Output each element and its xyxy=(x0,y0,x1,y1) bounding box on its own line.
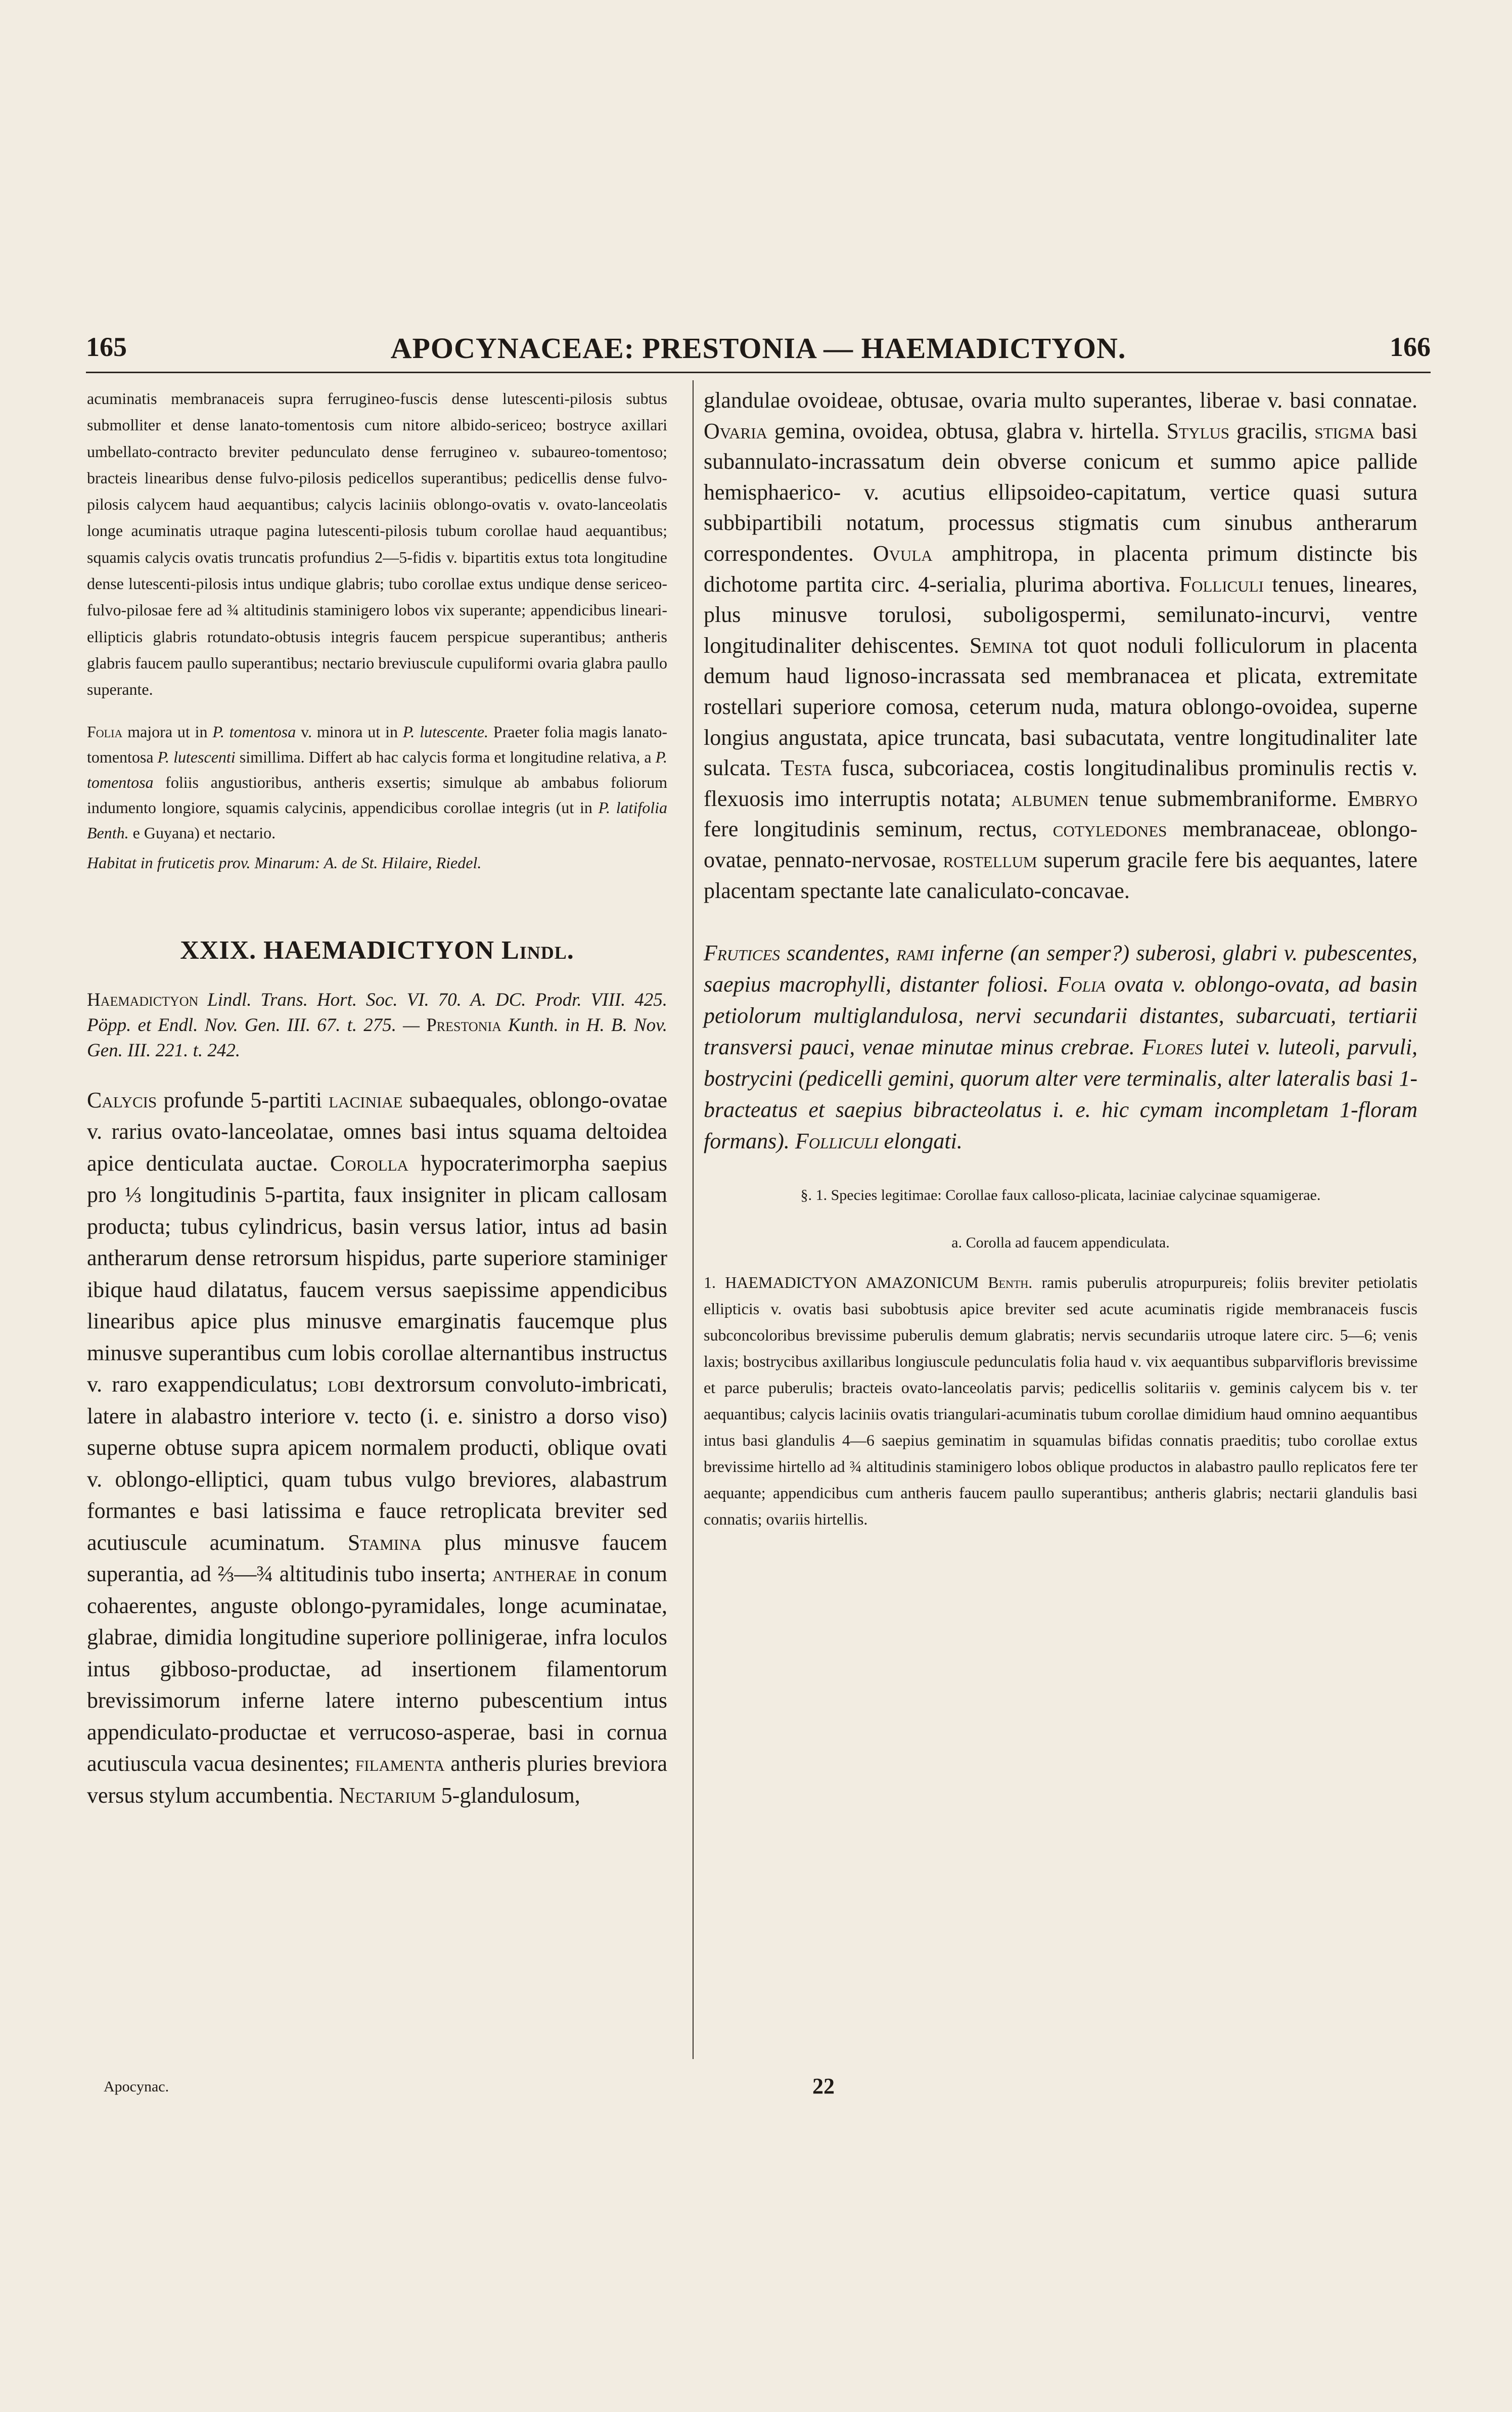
genus-heading: XXIX. HAEMADICTYON Lindl. xyxy=(180,935,574,965)
genus-description: Calycis profunde 5-partiti laciniae subaequales, oblongo-ovatae v. rarius ovato-lanceolatae, omnes basi intus squama deltoidea apice denticulata auctae. Corolla hypocraterimorpha saepius pro ⅓ longitudinis 5-partita, faux insigniter in plicam callosam producta; tubus cylindricus, basin versus latior, intus ad basin antherarum dense retrorsum hispidus, parte superiore staminiger ibique haud dilatatus, faucem versus saepissime appendicibus linearibus apice plus minusve emarginatis faucemque plus minusve superantibus cum lobis corollae alternantibus instructus v. raro exappendiculatus; lobi dextrorsum convoluto-imbricati, latere in alabastro interiore v. tecto (i. e. sinistro a dorso viso) superne obtuse supra apicem normalem producti, oblique ovati v. oblongo-elliptici, quam tubus vulgo breviores, alabastrum formantes e basi latissima e fauce retroplicata breviter sed acutiuscule acuminatum. Stamina plus minusve faucem superantia, ad ⅔—¾ altitudinis tubo inserta; antherae in conum cohaerentes, anguste oblongo-pyramidales, longe acuminatae, glabrae, dimidia longitudine superiore pollinigerae, infra loculos intus gibboso-productae, ad insertionem filamentorum brevissimorum inferne latere interno pubescentium intus appendiculato-productae et verrucoso-asperae, basi in cornua acutiuscula vacua desinentes; filamenta antheris pluries breviora versus stylum accumbentia. Nectarium 5-glandulosum, xyxy=(87,1087,668,1808)
running-header xyxy=(86,331,1431,369)
column-divider xyxy=(693,380,694,2059)
subsection-heading: a. Corolla ad faucem appendiculata. xyxy=(951,1234,1170,1252)
habit-description: Frutices scandentes, rami inferne (an semper?) suberosi, glabri v. pubescentes, saepius macrophylli, distanter foliosi. Folia ovata v. oblongo-ovata, ad basin petiolorum multiglandulosa, nervi secundarii distantes, subarcuati, tertiarii transversi pauci, venae minutae minus crebrae. Flores lutei v. luteoli, parvuli, bostrycini (pedicelli gemini, quorum alter vere terminalis, alter lateralis basi 1-bracteatus et saepius bibracteolatus i. e. hic cymam incompletam 1-floram formans). Folliculi elongati. xyxy=(704,941,1418,1154)
right-column xyxy=(704,385,1417,1532)
left-column xyxy=(87,385,667,1811)
genus-synonymy: Haemadictyon Lindl. Trans. Hort. Soc. VI. 70. A. DC. Prodr. VIII. 425. Pöpp. et Endl. Nov. Gen. III. 67. t. 275. — Prestonia Kunth. in H. B. Nov. Gen. III. 221. t. 242. xyxy=(87,989,667,1061)
running-title: APOCYNACEAE: PRESTONIA — HAEMADICTYON. xyxy=(390,332,1126,365)
species-entry: 1. HAEMADICTYON AMAZONICUM Benth. ramis puberulis atropurpureis; foliis breviter petiolatis ellipticis v. ovatis basi subobtusis apice breviter sed acute acuminatis rigide membranaceis fuscis subconcoloribus brevissime puberulis demum glabratis; nervis secundariis utroque latere circ. 5—6; venis laxis; bostrycibus axillaribus longiuscule pedunculatis folia haud v. vix aequantibus subparvifloris brevissime et parce puberulis; bracteis ovato-lanceolatis parvis; pedicellis solitariis v. geminis calycem bis v. ter aequantibus; calycis laciniis ovatis triangulari-acuminatis tubum corollae dimidium haud omnino aequantibus intus basi glandulis 4—6 saepius geminatim in squamulas bifidas connatis praeditis; tubo corollae extus brevissime hirtello ad ¾ altitudinis staminigero lobos oblique productos in alabastro paullo replicatos fere ter aequante; appendicibus cum antheris faucem paullo superantibus; antheris glabris; nectarii glandulis basi connatis; ovariis hirtellis. xyxy=(704,1273,1418,1529)
footer-signature-note: Apocynac. xyxy=(104,2078,169,2095)
sheet-signature: 22 xyxy=(812,2074,835,2098)
species-description-continued: acuminatis membranaceis supra ferrugineo-fuscis dense lutescenti-pilosis subtus submolliter et dense lanato-tomentosis cum nitore albido-sericeo; bostryce axillari umbellato-contracto breviter pedunculato dense ferrugineo v. subaureo-tomentoso; bracteis linearibus dense fulvo-pilosis pedicellos superantibus; pedicellis dense fulvo-pilosis calycem haud aequantibus; calycis laciniis oblongo-ovatis v. ovato-lanceolatis longe acuminatis utraque pagina lutescenti-pilosis tubum corollae haud aequantibus; squamis calycis ovatis truncatis profundius 2—5-fidis v. bipartitis extus tota longitudine dense lutescenti-pilosis intus undique glabris; tubo corollae extus undique dense sericeo-fulvo-pilosae fere ad ¾ altitudinis staminigero lobos vix superante; appendicibus lineari-ellipticis glabris rotundato-obtusis integris faucem perspicue superantibus; antheris glabris faucem paullo superantibus; nectario breviuscule cupuliformi ovaria glabra paullo superante. xyxy=(87,389,667,699)
section-heading: §. 1. Species legitimae: Corollae faux calloso-plicata, laciniae calycinae squamigerae. xyxy=(800,1187,1321,1204)
header-rule xyxy=(86,372,1431,373)
habitat-note: Habitat in fruticetis prov. Minarum: A. de St. Hilaire, Riedel. xyxy=(87,853,482,872)
page-number-left: 165 xyxy=(86,332,127,362)
genus-description-continued: glandulae ovoideae, obtusae, ovaria multo superantes, liberae v. basi connatae. Ovaria gemina, ovoidea, obtusa, glabra v. hirtella. Stylus gracilis, stigma basi subannulato-incrassatum dein obverse conicum et summo apice pallide hemisphaerico- v. acutius ellipsoideo-capitatum, vertice quasi sutura subbipartibili notatum, processus stigmatis cum sinubus antherarum correspondentes. Ovula amphitropa, in placenta primum distincte bis dichotome partita circ. 4-serialia, plurima abortiva. Folliculi tenues, lineares, plus minusve torulosi, suboligospermi, semilunato-incurvi, ventre longitudinaliter dehiscentes. Semina tot quot noduli folliculorum in placenta demum haud lignoso-incrassata sed membranacea et plicata, extremitate rostellari superiore comosa, ceterum nuda, matura oblongo-ovoidea, superne longius angustata, apice truncata, basi subacutata, ventre longitudinaliter late sulcata. Testa fusca, subcoriacea, costis longitudinalibus prominulis rectis v. flexuosis imo interruptis notata; albumen tenue submembraniforme. Embryo fere longitudinis seminum, rectus, cotyledones membranaceae, oblongo-ovatae, pennato-nervosae, rostellum superum gracile fere bis aequantes, latere placentam spectante late canaliculato-concavae. xyxy=(704,388,1417,903)
folia-note: Folia majora ut in P. tomentosa v. minora ut in P. lutescente. Praeter folia magis lanato-tomentosa P. lutescenti simillima. Differt ab hac calycis forma et longitudine relativa, a P. tomentosa foliis angustioribus, antheris exsertis; simulque ab ambabus foliorum indumento longiore, squamis calycinis, appendicibus corollae integris (ut in P. latifolia Benth. e Guyana) et nectario. xyxy=(87,722,668,842)
page-number-right: 166 xyxy=(1390,332,1431,362)
